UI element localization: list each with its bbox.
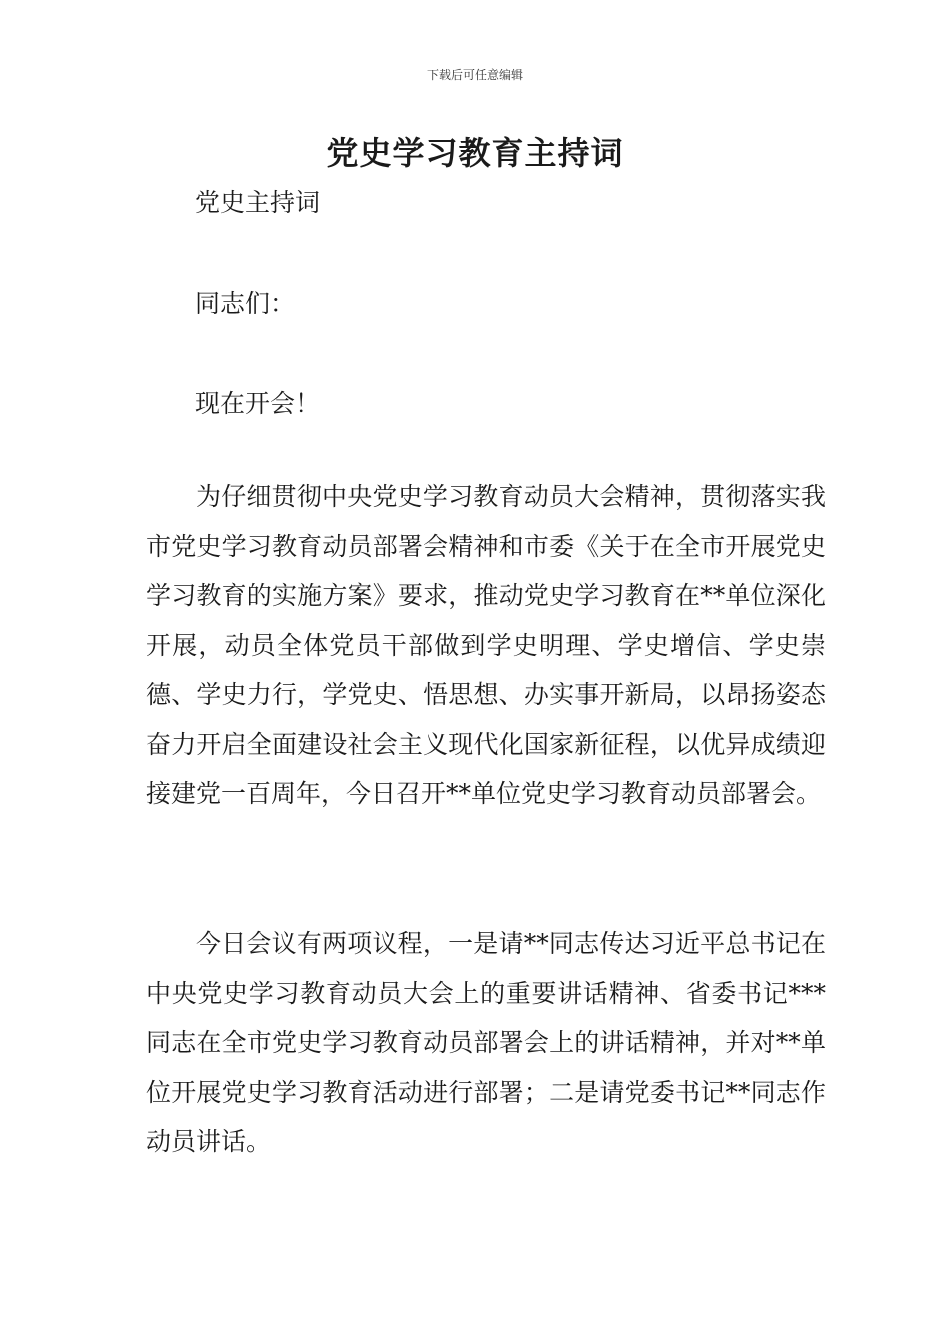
body-paragraph-2: 今日会议有两项议程，一是请**同志传达习近平总书记在中央党史学习教育动员大会上的重要讲话精神、省委书记***同志在全市党史学习教育动员部署会上的讲话精神，并对**单位开展党史学习教育活动进行部署；二是请党委书记**同志作动员讲话。 (146, 929, 826, 1156)
opening-line: 现在开会！ (195, 389, 321, 418)
greeting-line: 同志们： (195, 289, 296, 318)
document-title: 党史学习教育主持词 (326, 134, 624, 172)
document-subtitle: 党史主持词 (195, 188, 321, 217)
page-header-note: 下载后可任意编辑 (426, 68, 523, 82)
body-paragraph-1: 为仔细贯彻中央党史学习教育动员大会精神，贯彻落实我市党史学习教育动员部署会精神和市委《关于在全市开展党史学习教育的实施方案》要求，推动党史学习教育在**单位深化开展，动员全体党员干部做到学史明理、学史增信、学史崇德、学史力行，学党史、悟思想、办实事开新局，以昂扬姿态奋力开启全面建设社会主义现代化国家新征程，以优异成绩迎接建党一百周年，今日召开**单位党史学习教育动员部署会。 (146, 482, 826, 808)
